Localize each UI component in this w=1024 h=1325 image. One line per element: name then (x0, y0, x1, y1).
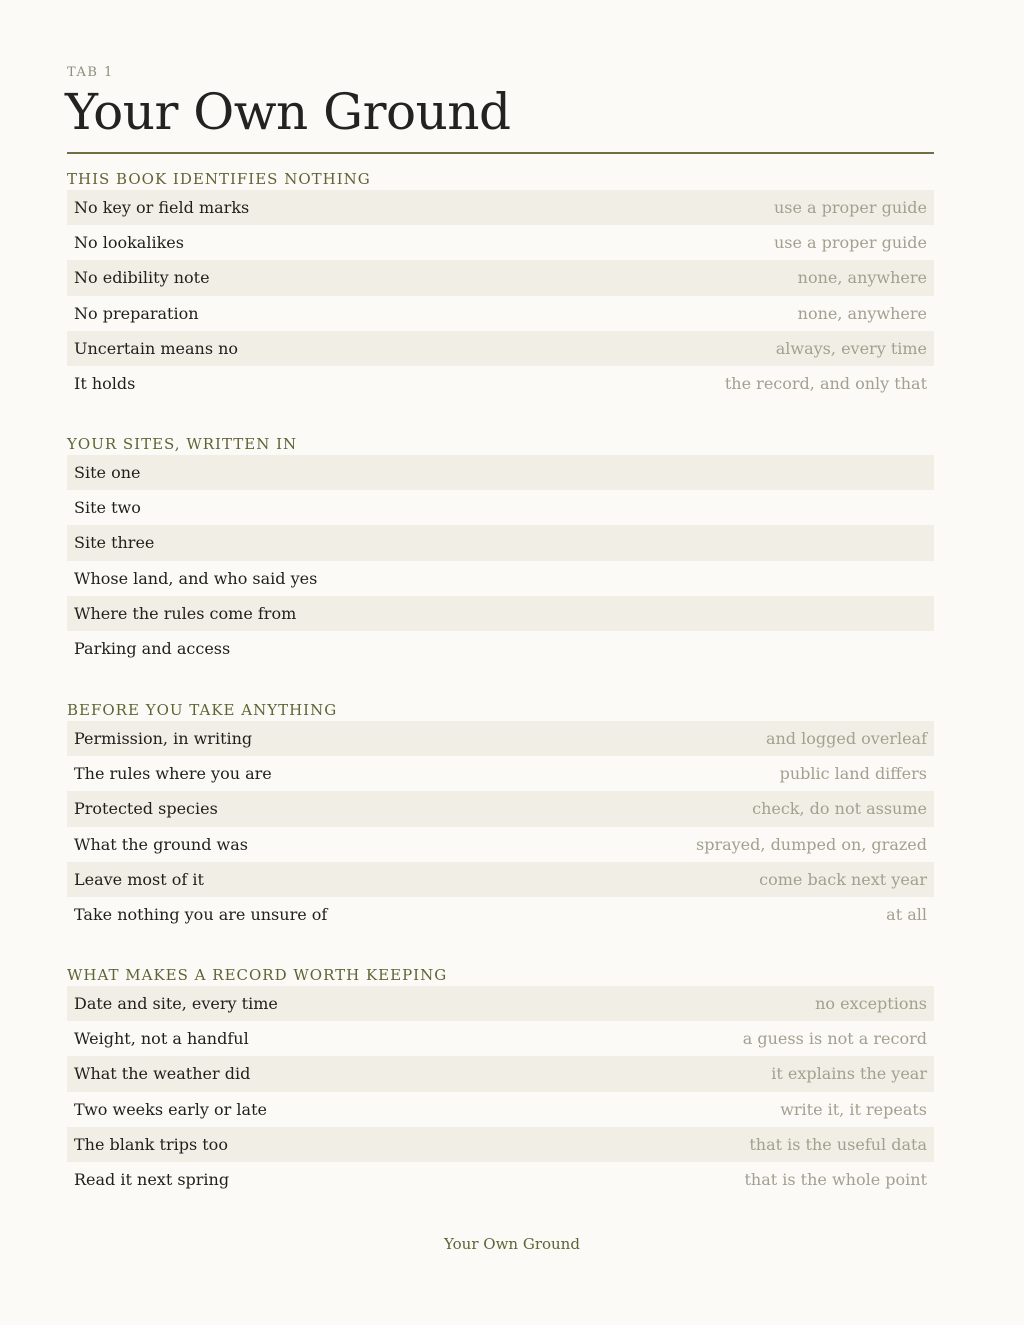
row-label: Permission, in writing (74, 729, 253, 749)
row-note: none, anywhere (797, 268, 927, 288)
list-row (67, 1162, 934, 1197)
list-row (67, 986, 934, 1021)
row-label: Protected species (74, 799, 218, 819)
section-heading: YOUR SITES, WRITTEN IN (67, 435, 298, 453)
list-row (67, 897, 934, 932)
list-row (67, 525, 934, 560)
section-before-you-take (67, 701, 934, 932)
section-heading: BEFORE YOU TAKE ANYTHING (67, 701, 338, 719)
list-row (67, 366, 934, 401)
list-row (67, 791, 934, 826)
list-row (67, 756, 934, 791)
section-your-sites (67, 435, 934, 666)
row-note: use a proper guide (773, 233, 927, 253)
list-row (67, 862, 934, 897)
list-row (67, 490, 934, 525)
row-label: What the ground was (74, 834, 248, 854)
list-row (67, 296, 934, 331)
row-label: The blank trips too (74, 1134, 228, 1154)
row-note: come back next year (759, 869, 927, 889)
list-row (67, 190, 934, 225)
row-label: Uncertain means no (74, 338, 239, 358)
row-label: Take nothing you are unsure of (74, 905, 328, 925)
list-row (67, 721, 934, 756)
list-row (67, 455, 934, 490)
section-identifies-nothing (67, 170, 934, 401)
list-row (67, 1127, 934, 1162)
list-row (67, 596, 934, 631)
row-note: write it, it repeats (780, 1099, 927, 1119)
row-note: use a proper guide (773, 198, 927, 218)
row-label: Date and site, every time (74, 994, 278, 1014)
list-row (67, 1092, 934, 1127)
row-label: Whose land, and who said yes (74, 568, 318, 588)
section-heading: WHAT MAKES A RECORD WORTH KEEPING (67, 966, 448, 984)
row-label: The rules where you are (74, 764, 272, 784)
row-label: Site three (74, 533, 155, 553)
row-label: Site one (74, 463, 141, 483)
row-label: Leave most of it (74, 869, 204, 889)
row-label: Two weeks early or late (74, 1099, 267, 1119)
row-label: It holds (74, 374, 136, 394)
list-row (67, 260, 934, 295)
row-note: sprayed, dumped on, grazed (696, 834, 927, 854)
row-label: Parking and access (74, 639, 231, 659)
title-divider (67, 152, 934, 154)
row-note: none, anywhere (797, 303, 927, 323)
row-note: that is the useful data (749, 1134, 927, 1154)
section-heading: THIS BOOK IDENTIFIES NOTHING (67, 170, 371, 188)
row-label: No preparation (74, 303, 199, 323)
page-footer: Your Own Ground (444, 1235, 580, 1253)
row-label: No key or field marks (74, 198, 250, 218)
row-label: What the weather did (74, 1064, 251, 1084)
list-row (67, 1021, 934, 1056)
row-label: Read it next spring (74, 1170, 230, 1190)
list-row (67, 331, 934, 366)
row-note: it explains the year (771, 1064, 927, 1084)
row-label: Where the rules come from (74, 603, 297, 623)
row-label: No edibility note (74, 268, 210, 288)
row-note: at all (886, 905, 927, 925)
list-row (67, 631, 934, 666)
row-label: No lookalikes (74, 233, 184, 253)
row-note: a guess is not a record (742, 1029, 927, 1049)
row-note: no exceptions (815, 994, 927, 1014)
list-row (67, 1056, 934, 1091)
row-note: public land differs (779, 764, 927, 784)
row-label: Weight, not a handful (74, 1029, 249, 1049)
row-label: Site two (74, 498, 141, 518)
section-record-worth-keeping (67, 966, 934, 1197)
tab-label: TAB 1 (67, 65, 114, 80)
row-note: always, every time (775, 338, 927, 358)
list-row (67, 827, 934, 862)
row-note: the record, and only that (724, 374, 927, 394)
list-row (67, 561, 934, 596)
row-note: and logged overleaf (765, 729, 927, 749)
row-note: that is the whole point (744, 1170, 927, 1190)
page-title: Your Own Ground (65, 83, 511, 141)
list-row (67, 225, 934, 260)
row-note: check, do not assume (752, 799, 927, 819)
